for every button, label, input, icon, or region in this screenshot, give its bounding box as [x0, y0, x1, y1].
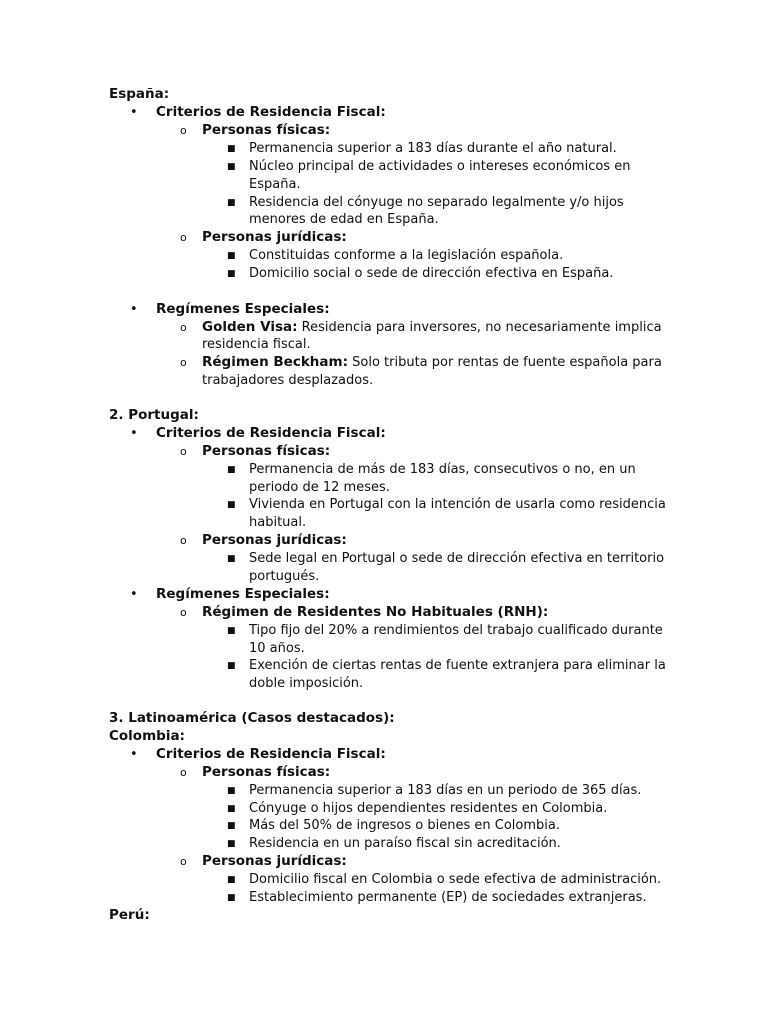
list-item-cont: menores de edad en España. — [249, 212, 439, 227]
square-marker: ■ — [227, 198, 236, 208]
item-personas-fisicas: Personas físicas: — [202, 122, 331, 138]
square-marker: ■ — [227, 626, 236, 636]
circle-marker: o — [180, 124, 187, 137]
list-item-cont: España. — [249, 177, 301, 192]
bullet-marker: • — [130, 302, 138, 317]
item-criterios: Criterios de Residencia Fiscal: — [156, 104, 386, 120]
golden-visa-text-cont: residencia fiscal. — [202, 337, 311, 352]
circle-marker: o — [180, 445, 187, 458]
square-marker: ■ — [227, 144, 236, 154]
square-marker: ■ — [227, 839, 236, 849]
item-rnh: Régimen de Residentes No Habituales (RNH): — [202, 604, 549, 620]
list-item: Tipo fijo del 20% a rendimientos del trabajo cualificado durante — [249, 623, 663, 638]
circle-marker: o — [180, 356, 187, 369]
square-marker: ■ — [227, 661, 236, 671]
square-marker: ■ — [227, 162, 236, 172]
list-item: Cónyuge o hijos dependientes residentes en Colombia. — [249, 801, 608, 816]
list-item: Más del 50% de ingresos o bienes en Colombia. — [249, 818, 560, 833]
heading-latinoamerica: 3. Latinoamérica (Casos destacados): — [109, 710, 395, 726]
circle-marker: o — [180, 231, 187, 244]
list-item: Permanencia superior a 183 días en un periodo de 365 días. — [249, 783, 642, 798]
list-item: Exención de ciertas rentas de fuente extranjera para eliminar la — [249, 658, 666, 673]
bullet-marker: • — [130, 105, 138, 120]
list-item: Constituidas conforme a la legislación española. — [249, 248, 564, 263]
heading-colombia: Colombia: — [109, 728, 185, 744]
list-item-cont: doble imposición. — [249, 676, 364, 691]
list-item: Residencia del cónyuge no separado legalmente y/o hijos — [249, 195, 624, 210]
golden-visa-text: Residencia para inversores, no necesariamente implica — [301, 320, 662, 335]
list-item-cont: 10 años. — [249, 641, 305, 656]
item-criterios: Criterios de Residencia Fiscal: — [156, 746, 386, 762]
circle-marker: o — [180, 321, 187, 334]
heading-portugal: 2. Portugal: — [109, 407, 199, 423]
item-regimenes: Regímenes Especiales: — [156, 301, 330, 317]
list-item: Permanencia superior a 183 días durante el año natural. — [249, 141, 617, 156]
item-personas-juridicas: Personas jurídicas: — [202, 853, 347, 869]
beckham-text-cont: trabajadores desplazados. — [202, 373, 374, 388]
bullet-marker: • — [130, 587, 138, 602]
list-item: Sede legal en Portugal o sede de dirección efectiva en territorio — [249, 551, 665, 566]
square-marker: ■ — [227, 500, 236, 510]
list-item-cont: portugués. — [249, 569, 320, 584]
heading-peru: Perú: — [109, 907, 150, 923]
item-regimenes: Regímenes Especiales: — [156, 586, 330, 602]
square-marker: ■ — [227, 875, 236, 885]
square-marker: ■ — [227, 269, 236, 279]
heading-espana: España: — [109, 86, 170, 102]
item-golden-visa — [202, 319, 662, 336]
item-personas-fisicas: Personas físicas: — [202, 764, 331, 780]
list-item: Domicilio fiscal en Colombia o sede efectiva de administración. — [249, 872, 662, 887]
beckham-label: Régimen Beckham: — [202, 354, 348, 370]
list-item: Residencia en un paraíso fiscal sin acreditación. — [249, 836, 561, 851]
list-item-cont: periodo de 12 meses. — [249, 480, 390, 495]
square-marker: ■ — [227, 893, 236, 903]
list-item: Permanencia de más de 183 días, consecutivos o no, en un — [249, 462, 636, 477]
square-marker: ■ — [227, 804, 236, 814]
list-item: Establecimiento permanente (EP) de sociedades extranjeras. — [249, 890, 647, 905]
square-marker: ■ — [227, 251, 236, 261]
square-marker: ■ — [227, 821, 236, 831]
square-marker: ■ — [227, 554, 236, 564]
item-personas-juridicas: Personas jurídicas: — [202, 532, 347, 548]
circle-marker: o — [180, 534, 187, 547]
bullet-marker: • — [130, 747, 138, 762]
item-personas-fisicas: Personas físicas: — [202, 443, 331, 459]
list-item-cont: habitual. — [249, 515, 307, 530]
beckham-text: Solo tributa por rentas de fuente española para — [352, 355, 662, 370]
item-personas-juridicas: Personas jurídicas: — [202, 229, 347, 245]
circle-marker: o — [180, 606, 187, 619]
bullet-marker: • — [130, 426, 138, 441]
item-criterios: Criterios de Residencia Fiscal: — [156, 425, 386, 441]
circle-marker: o — [180, 766, 187, 779]
golden-visa-label: Golden Visa: — [202, 319, 298, 335]
square-marker: ■ — [227, 786, 236, 796]
square-marker: ■ — [227, 465, 236, 475]
item-regimen-beckham — [202, 354, 662, 371]
list-item: Vivienda en Portugal con la intención de usarla como residencia — [249, 497, 666, 512]
circle-marker: o — [180, 855, 187, 868]
list-item: Núcleo principal de actividades o intereses económicos en — [249, 159, 631, 174]
list-item: Domicilio social o sede de dirección efectiva en España. — [249, 266, 614, 281]
